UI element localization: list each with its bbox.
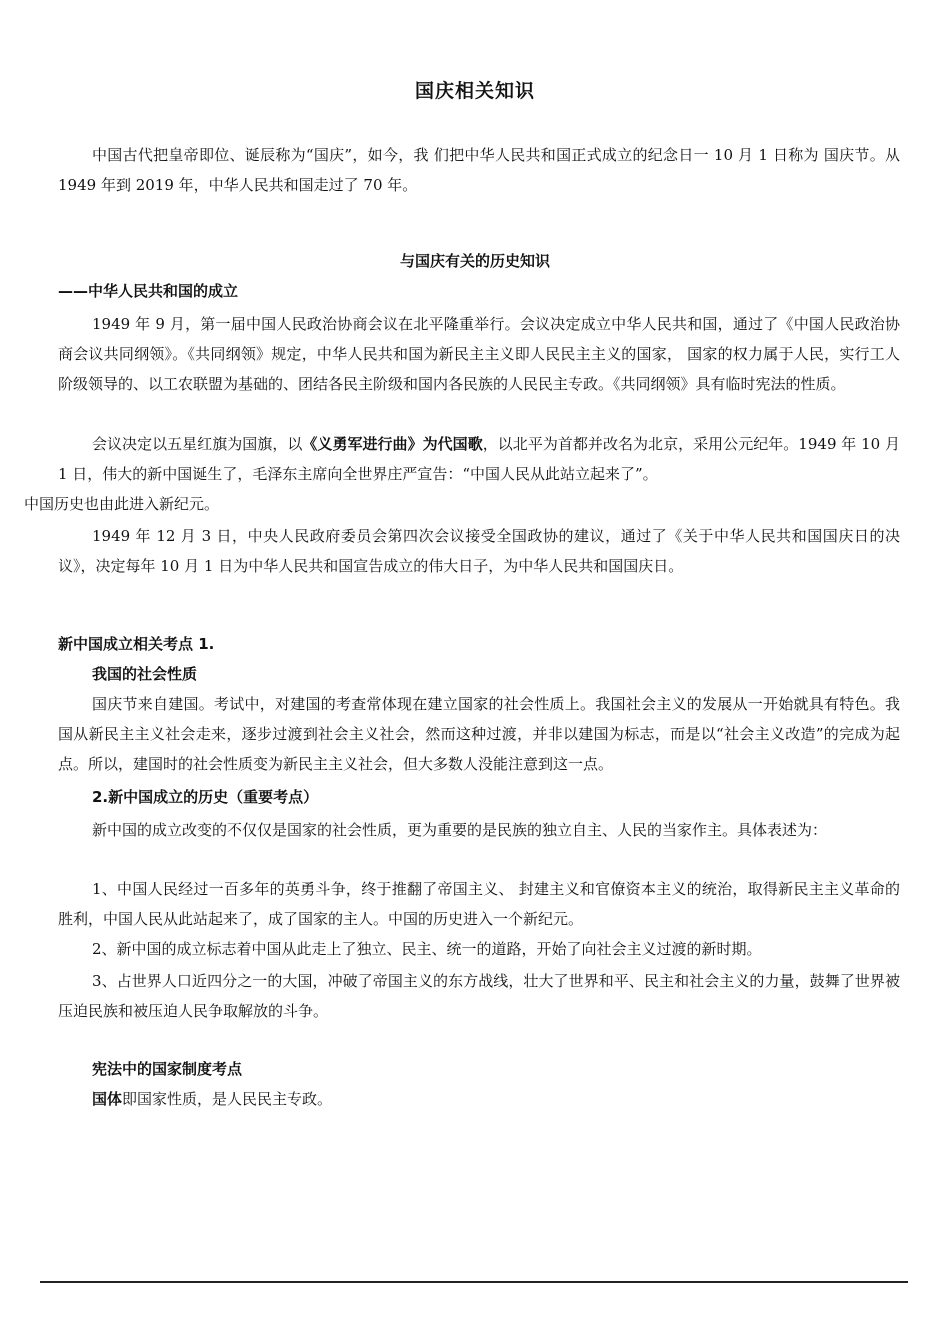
constitution-heading: 宪法中的国家制度考点 xyxy=(92,1060,243,1078)
history-paragraph-1: 1949 年 9 月，第一届中国人民政治协商会议在北平隆重举行。会议决定成立中华人民共和国，通过了《中国人民政治协商会议共同纲领》。《共同纲领》规定，中华人民共和国为新民主主义即人民民主主义的国家， 国家的权力属于人民，实行工人阶级领导的、以工农联盟为基础的、团结各民主阶级和国内各民族的人民民主专政。《共同纲领》具有临时宪法的性质。 xyxy=(58,315,900,393)
anthem-highlight: 《义勇军进行曲》为代国歌 xyxy=(302,435,483,453)
page-title: 国庆相关知识 xyxy=(414,80,535,102)
exam-item-3: 3、占世界人口近四分之一的大国，冲破了帝国主义的东方战线，壮大了世界和平、民主和社会主义的力量，鼓舞了世界被压迫民族和被压迫人民争取解放的斗争。 xyxy=(58,972,900,1020)
exam-subheading-2: 2.新中国成立的历史（重要考点） xyxy=(92,788,319,806)
exam-subheading-1: 我国的社会性质 xyxy=(92,665,198,683)
constitution-paragraph xyxy=(92,1084,900,1114)
exam-heading: 新中国成立相关考点 1. xyxy=(58,635,215,653)
intro-paragraph: 中国古代把皇帝即位、诞辰称为“国庆”，如今，我 们把中华人民共和国正式成立的纪念日一 10 月 1 日称为 国庆节。从 1949 年到 2019 年，中华人民共和国走过了 70 年。 xyxy=(58,146,900,194)
history-paragraph-2-tail: 中国历史也由此进入新纪元。 xyxy=(24,495,220,513)
history-paragraph-2-start: 会议决定以五星红旗为国旗，以 xyxy=(92,435,303,453)
constitution-definition: 即国家性质，是人民民主专政。 xyxy=(122,1090,333,1108)
exam-item-2: 2、新中国的成立标志着中国从此走上了独立、民主、统一的道路，开始了向社会主义过渡的新时期。 xyxy=(92,940,762,958)
exam-paragraph-1: 国庆节来自建国。考试中，对建国的考查常体现在建立国家的社会性质上。我国社会主义的发展从一开始就具有特色。我国从新民主主义社会走来，逐步过渡到社会主义社会，然而这种过渡，并非以建国为标志，而是以“社会主义改造”的完成为起点。所以，建国时的社会性质变为新民主主义社会，但大多数人没能注意到这一点。 xyxy=(58,695,900,773)
exam-paragraph-2: 新中国的成立改变的不仅仅是国家的社会性质，更为重要的是民族的独立自主、人民的当家作主。具体表述为： xyxy=(92,821,828,839)
history-subheading: ——中华人民共和国的成立 xyxy=(58,282,239,300)
history-paragraph-2-end: ，以北平为首都并改名为北京，采用公元纪年。1949 年 10 月 1 日，伟大的新中国诞生了，毛泽东主席向全世界庄严宣告：“中国人民从此站立起来了”。 xyxy=(58,435,900,483)
history-paragraph-3: 1949 年 12 月 3 日，中央人民政府委员会第四次会议接受全国政协的建议，通过了《关于中华人民共和国国庆日的决议》，决定每年 10 月 1 日为中华人民共和国宣告成立的伟大日子，为中华人民共和国国庆日。 xyxy=(58,527,900,575)
history-heading: 与国庆有关的历史知识 xyxy=(399,252,550,270)
exam-item-1: 1、中国人民经过一百多年的英勇斗争，终于推翻了帝国主义、 封建主义和官僚资本主义的统治，取得新民主主义革命的胜利，中国人民从此站起来了，成了国家的主人。中国的历史进入一个新纪元。 xyxy=(58,880,900,928)
constitution-term: 国体 xyxy=(92,1090,123,1108)
footer-divider xyxy=(40,1281,908,1283)
history-paragraph-2 xyxy=(24,429,900,519)
